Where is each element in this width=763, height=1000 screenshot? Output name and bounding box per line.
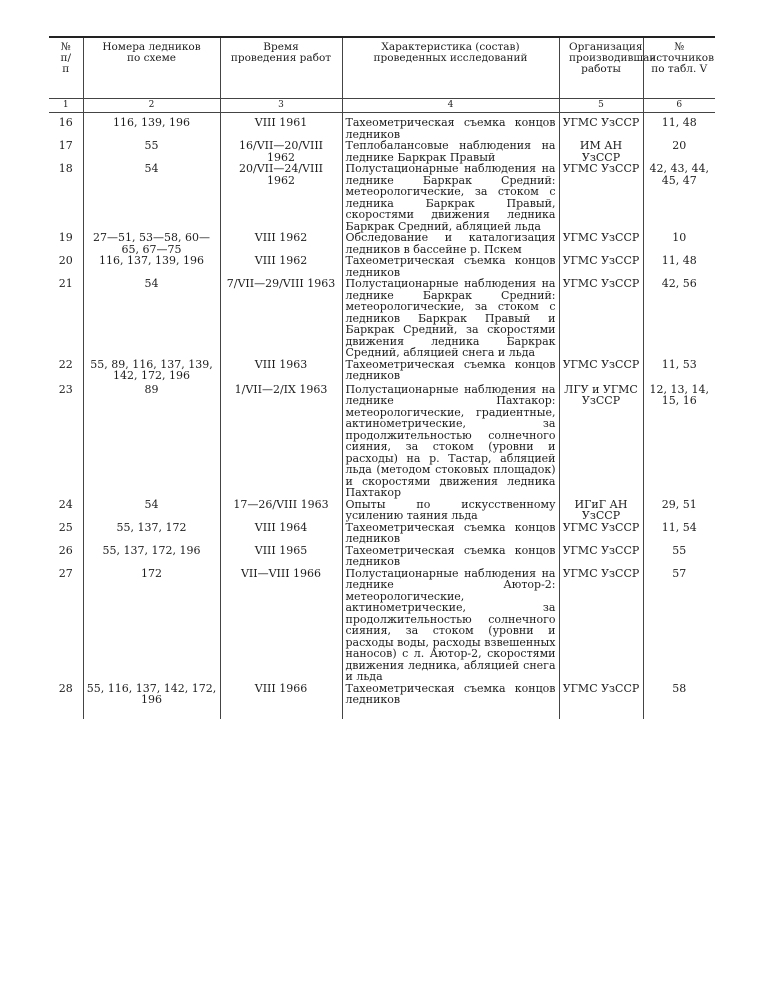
table-row [49,359,715,384]
organization: УГМС УзССР [559,232,643,255]
row-number: 25 [58,520,73,534]
work-period: VIII 1963 [220,359,342,384]
source-numbers: 11, 53 [643,359,715,384]
document-page [49,36,715,719]
glacier-numbers: 54 [83,163,220,232]
column-number: 6 [643,99,715,113]
organization: ИГиГ АН УзССР [559,499,643,522]
source-numbers: 57 [643,568,715,683]
glacier-numbers: 55, 137, 172 [83,522,220,545]
source-numbers: 20 [643,140,715,163]
row-number: 27 [58,566,73,580]
glacier-numbers: 55, 116, 137, 142, 172, 196 [83,683,220,719]
work-period: 7/VII—29/VIII 1963 [220,278,342,359]
organization: ЛГУ и УГМС УзССР [559,384,643,499]
row-number: 18 [58,162,73,175]
header-organization: Организация производившая работы [559,37,643,99]
source-numbers: 11, 48 [643,255,715,278]
row-number: 16 [58,116,73,129]
source-numbers: 29, 51 [643,499,715,522]
work-period: VIII 1961 [220,113,342,141]
table-row [49,545,715,568]
header-glaciers: Номера ледников по схеме [83,37,220,99]
column-number: 3 [220,99,342,113]
organization: УГМС УзССР [559,568,643,683]
row-number: 19 [58,231,73,244]
research-description: Тахеометрическая съемка концов ледников [342,683,559,719]
table-row [49,499,715,522]
work-period: VIII 1962 [220,255,342,278]
column-number: 4 [342,99,559,113]
row-number: 26 [58,543,73,557]
glacier-numbers: 54 [83,278,220,359]
table-row [49,140,715,163]
research-description: Полустационарные наблюдения на леднике Аютор-2: метеорологические, актинометрические, за продолжительностью солнечного сияния, за стоком (уровни и расходы воды, расходы взвешенных наносов) с л. Аютор-2, скоростями движения ледника, абляцией снега и льда [342,568,559,683]
table-row [49,113,715,141]
organization: УГМС УзССР [559,278,643,359]
table-row [49,278,715,359]
source-numbers: 12, 13, 14, 15, 16 [643,384,715,499]
table-row [49,163,715,232]
row-number: 21 [58,277,73,290]
column-number: 2 [83,99,220,113]
header-description: Характеристика (состав) проведенных исследований [342,37,559,99]
glacier-numbers: 89 [83,384,220,499]
header-time: Время проведения работ [220,37,342,99]
work-period: VIII 1966 [220,683,342,719]
row-number: 20 [58,254,73,267]
glacier-numbers: 116, 139, 196 [83,113,220,141]
glacier-numbers: 55 [83,140,220,163]
row-number: 22 [58,357,73,371]
table-row [49,384,715,499]
organization: УГМС УзССР [559,359,643,384]
table-row [49,232,715,255]
source-numbers: 58 [643,683,715,719]
glacier-numbers: 55, 137, 172, 196 [83,545,220,568]
research-description: Обследование и каталогизация ледников в бассейне р. Пскем [342,232,559,255]
organization: УГМС УзССР [559,545,643,568]
research-description: Тахеометрическая съемка концов ледников [342,255,559,278]
source-numbers: 42, 56 [643,278,715,359]
work-period: 17—26/VIII 1963 [220,499,342,522]
row-number: 17 [58,139,73,152]
organization: УГМС УзССР [559,522,643,545]
source-numbers: 55 [643,545,715,568]
table-row [49,522,715,545]
research-description: Опыты по искусственному усилению таяния льда [342,499,559,522]
glacier-numbers: 27—51, 53—58, 60—65, 67—75 [83,232,220,255]
organization: УГМС УзССР [559,113,643,141]
table-row [49,568,715,683]
research-table [49,36,715,719]
work-period: 20/VII—24/VIII 1962 [220,163,342,232]
research-description: Полустационарные наблюдения на леднике Пахтакор: метеорологические, градиентные, актинометрические, за продолжительностью солнечного сияния, за стоком (уровни и расходы) на р. Тастар, абляцией льда (методом стоковых площадок) и скоростями движения ледника Пахтакор [342,384,559,499]
glacier-numbers: 55, 89, 116, 137, 139, 142, 172, 196 [83,359,220,384]
column-number-row [49,99,715,113]
work-period: VIII 1965 [220,545,342,568]
source-numbers: 10 [643,232,715,255]
research-description: Полустационарные наблюдения на леднике Баркрак Средний: метеорологические, за стоком с ледников Баркрак Правый и Баркрак Средний, за скоростями движения ледника Баркрак Средний, абляцией снега и льда [342,278,559,359]
work-period: VII—VIII 1966 [220,568,342,683]
research-description: Тахеометрическая съемка концов ледников [342,359,559,384]
header-sources: № источников по табл. V [643,37,715,99]
table-row [49,683,715,719]
column-number: 1 [49,99,83,113]
table-row [49,255,715,278]
row-number: 23 [58,382,73,396]
source-numbers: 42, 43, 44, 45, 47 [643,163,715,232]
glacier-numbers: 172 [83,568,220,683]
source-numbers: 11, 48 [643,113,715,141]
organization: УГМС УзССР [559,683,643,719]
work-period: 16/VII—20/VIII 1962 [220,140,342,163]
research-description: Полустационарные наблюдения на леднике Баркрак Средний: метеорологические, за стоком с ледника Баркрак Правый, скоростями движения ледника Баркрак Средний, абляцией льда [342,163,559,232]
organization: УГМС УзССР [559,163,643,232]
row-number: 24 [58,497,73,511]
organization: УГМС УзССР [559,255,643,278]
research-description: Тахеометрическая съемка концов ледников [342,545,559,568]
table-header-row [49,37,715,99]
glacier-numbers: 116, 137, 139, 196 [83,255,220,278]
work-period: VIII 1964 [220,522,342,545]
organization: ИМ АН УзССР [559,140,643,163]
glacier-numbers: 54 [83,499,220,522]
work-period: 1/VII—2/IX 1963 [220,384,342,499]
research-description: Теплобалансовые наблюдения на леднике Баркрак Правый [342,140,559,163]
source-numbers: 11, 54 [643,522,715,545]
research-description: Тахеометрическая съемка концов ледников [342,522,559,545]
row-number: 28 [58,681,73,695]
header-number: № п/п [49,37,83,99]
research-description: Тахеометрическая съемка концов ледников [342,113,559,141]
column-number: 5 [559,99,643,113]
work-period: VIII 1962 [220,232,342,255]
